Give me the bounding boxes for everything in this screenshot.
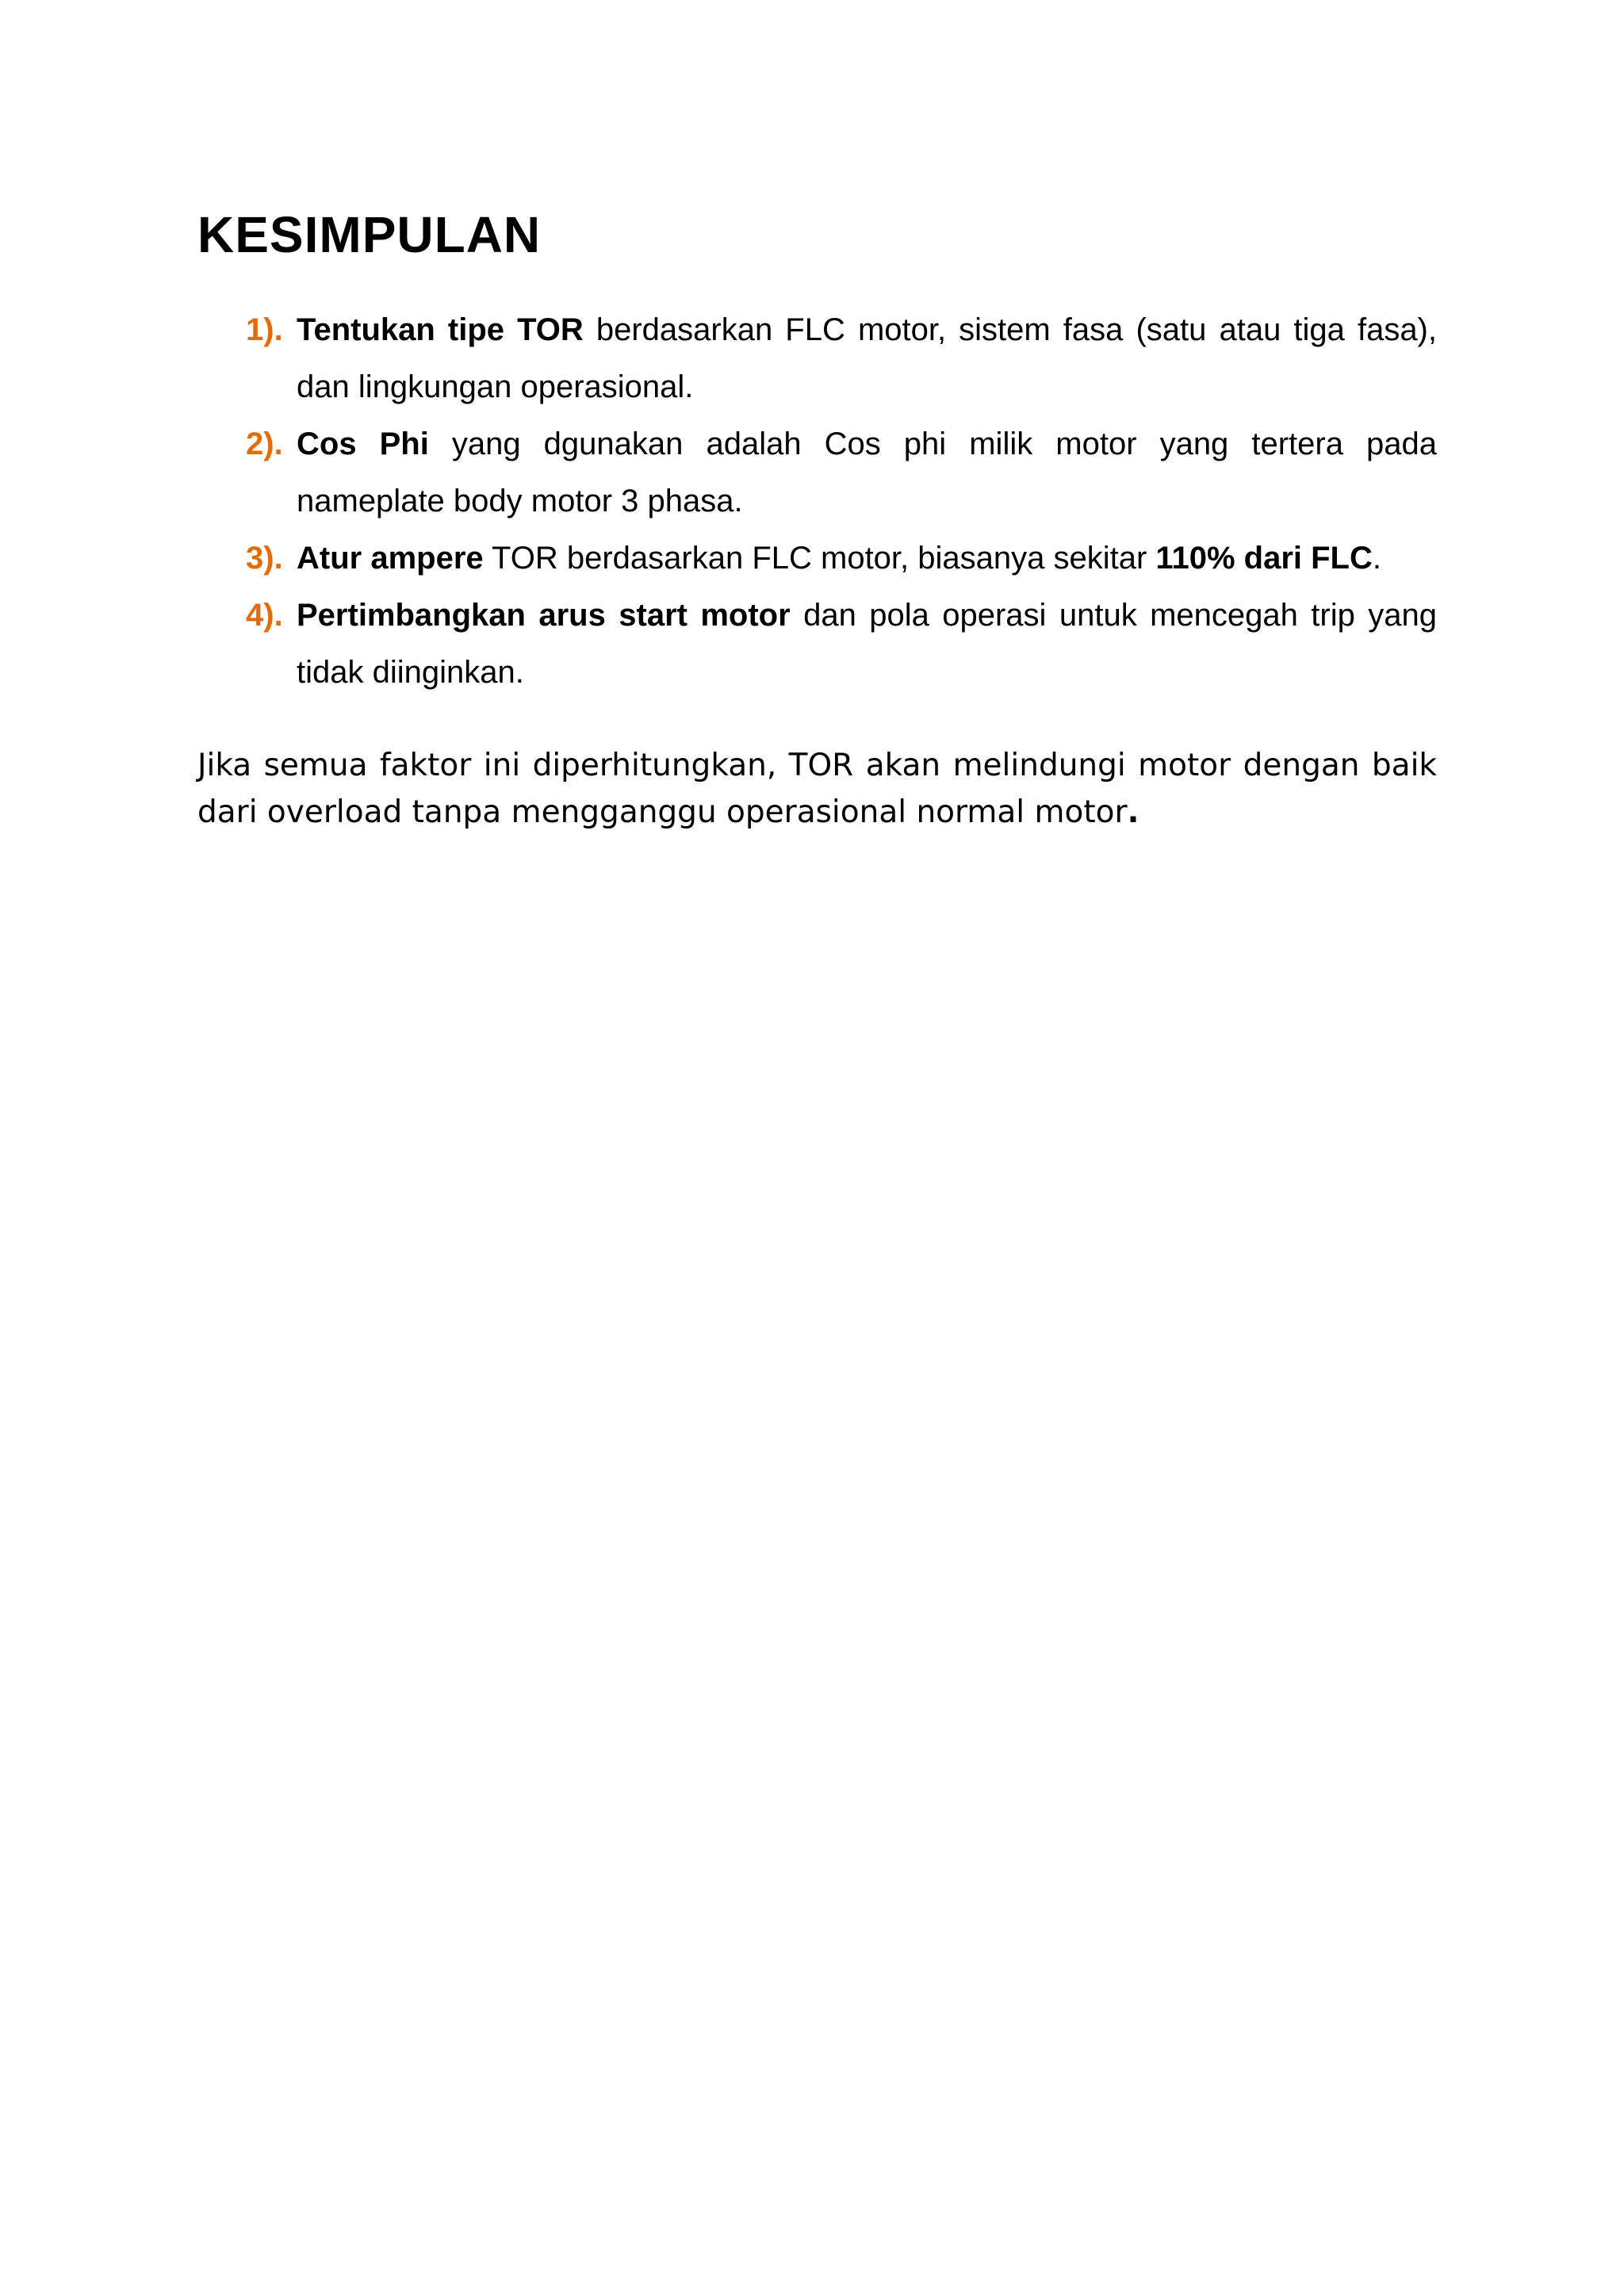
list-item-number: 4). [246,598,283,633]
list-item-emphasis: Tentukan tipe TOR [297,312,584,347]
list-item-4 [246,587,1437,701]
list-item-text [297,530,1437,587]
list-item-text [297,415,1437,530]
list-item-1 [246,301,1437,415]
list-item-emphasis: Atur ampere [297,541,484,576]
list-item-emphasis: Pertimbangkan arus start motor [297,598,791,633]
list-item-body-end: . [1372,541,1381,576]
list-item-number: 3). [246,541,283,576]
list-item-emphasis: Cos Phi [297,427,429,461]
list-item-text [297,301,1437,415]
summary-text: Jika semua faktor ini diperhitungkan, TOR akan melindungi motor dengan baik dari overload tanpa mengganggu operasional normal motor [197,748,1437,830]
list-item-body: TOR berdasarkan FLC motor, biasanya sekitar [483,541,1156,576]
list-item-body: berdasarkan FLC motor, sistem fasa (satu atau tiga fasa), dan lingkungan operasional. [297,312,1437,404]
list-item-number: 1). [246,312,283,347]
list-item-body: dan pola operasi untuk mencegah trip yang tidak diinginkan. [297,598,1437,690]
list-item-text [297,587,1437,701]
list-item-emphasis-secondary: 110% dari FLC [1155,541,1373,576]
list-item-2 [246,415,1437,530]
list-item-body: yang dgunakan adalah Cos phi milik motor yang tertera pada nameplate body motor 3 phasa. [297,427,1437,519]
summary-period: . [1127,794,1139,830]
conclusion-list [246,301,1437,701]
summary-paragraph [197,742,1437,836]
page-title: KESIMPULAN [197,206,542,263]
list-item-3 [246,530,1437,587]
list-item-number: 2). [246,427,283,461]
